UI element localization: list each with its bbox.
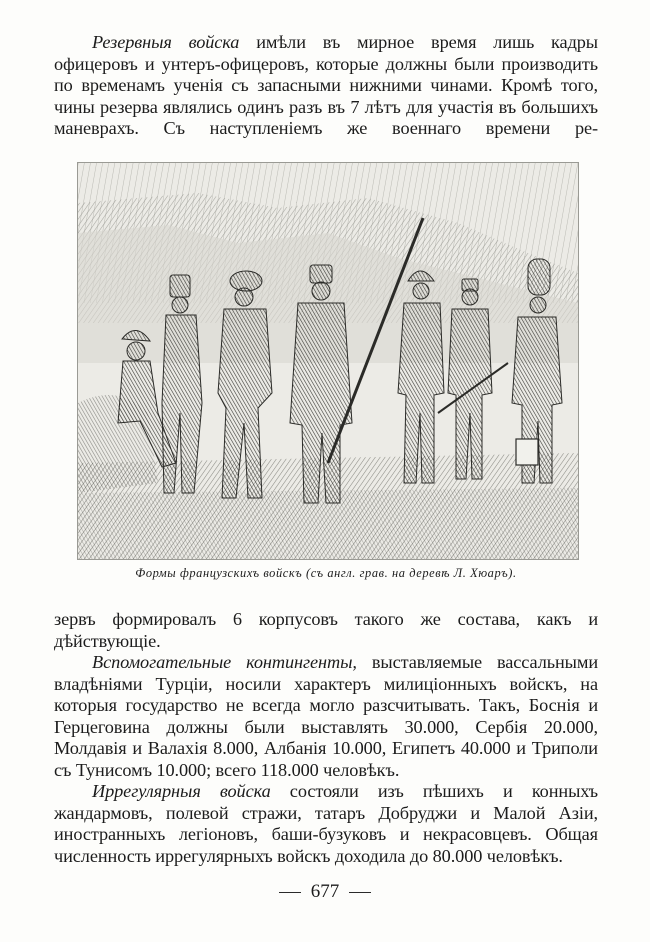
paragraph-body-reserve: имѣли въ мирное время лишь кадры офицеровъ и унтеръ-офицеровъ, которые должны были производить по временамъ ученія съ запасными нижними чинами. Кромѣ того, чины резерва являлись одинъ разъ въ 7 лѣтъ для участія въ большихъ маневрахъ. Съ наступленіемъ же военнаго времени ре- — [54, 32, 598, 138]
engraving-french-uniforms — [77, 162, 579, 560]
page-number-dash-right — [349, 892, 371, 893]
page-number-dash-left — [279, 892, 301, 893]
figure-caption: Формы французскихъ войскъ (съ англ. грав. на деревѣ Л. Хюаръ). — [135, 566, 517, 580]
paragraphs-after-figure — [54, 609, 598, 867]
paragraph-reserve-continuation: зервъ формировалъ 6 корпусовъ такого же состава, какъ и дѣйствующіе. — [54, 609, 598, 651]
page-number-value: 677 — [310, 881, 340, 902]
paragraph-body-auxiliary: выставляемые вассальными владѣніями Турціи, носили характеръ милиціонныхъ войскъ, на которыя государство не всегда могло разсчитывать. Такъ, Боснія и Герцеговина должны были выставлять 30.000, Сербія 20.000, Молдавія и Валахія 8.000, Албанія 10.000, Египетъ 40.000 и Триполи съ Тунисомъ 10.000; всего 118.000 человѣкъ. — [54, 652, 598, 780]
paragraph-body-irregular: состояли изъ пѣшихъ и конныхъ жандармовъ, полевой стражи, татаръ Добруджи и Малой Азіи, иностранныхъ легіоновъ, баши-бузуковъ и некрасовцевъ. Общая численность иррегулярныхъ войскъ доходила до 80.000 человѣкъ. — [54, 781, 598, 866]
paragraph-reserve-troops — [54, 32, 598, 140]
paragraph-lead-auxiliary: Вспомогательные контингенты, — [92, 652, 357, 672]
paragraph-lead-irregular: Иррегулярныя войска — [92, 781, 271, 801]
engraving-illustration — [78, 163, 578, 559]
paragraph-auxiliary-contingents — [54, 652, 598, 781]
page-number — [0, 881, 650, 903]
paragraph-lead-reserve: Резервныя войска — [92, 32, 240, 52]
paragraph-irregular-troops — [54, 781, 598, 867]
